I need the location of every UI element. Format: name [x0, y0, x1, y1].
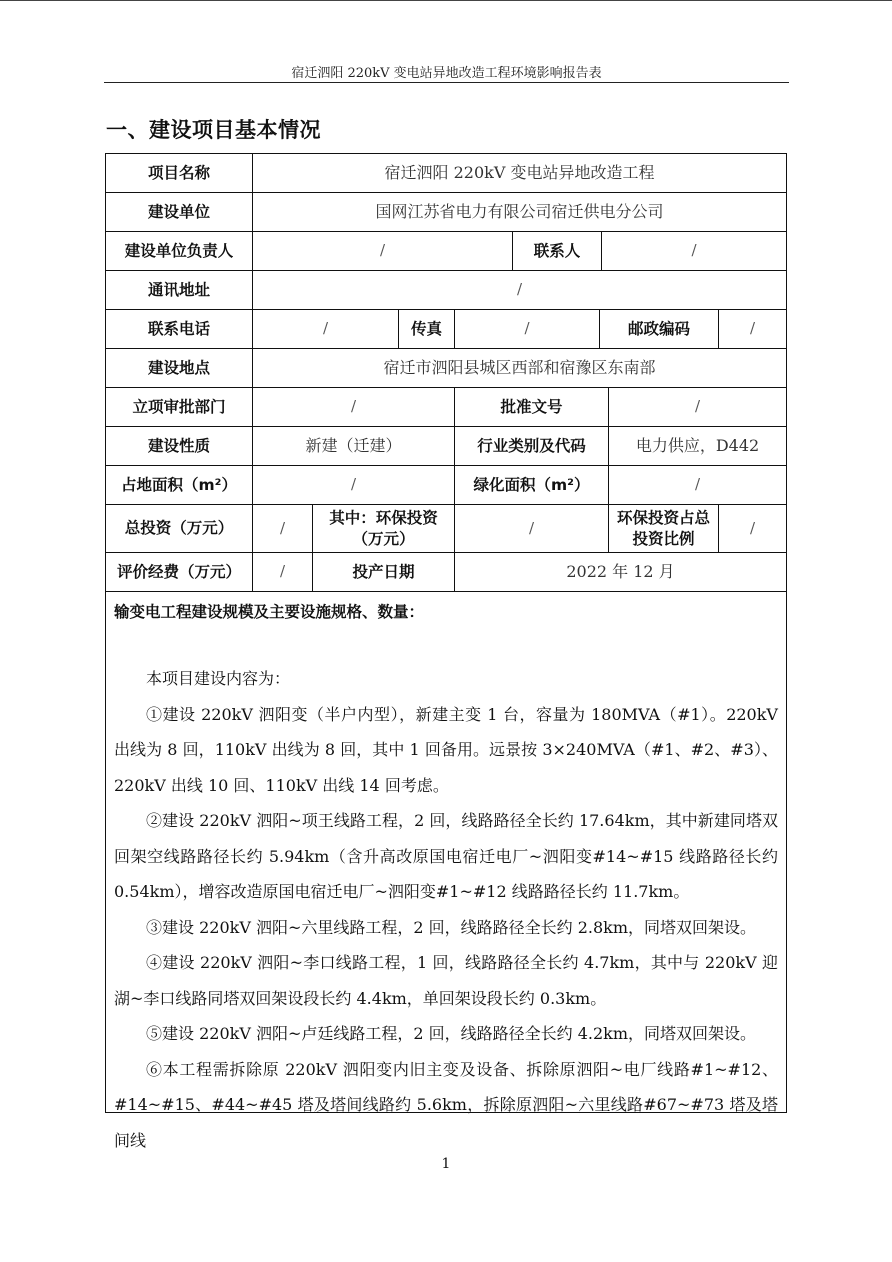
description-intro: 本项目建设内容为： — [146, 669, 291, 688]
production-date-label: 投产日期 — [313, 553, 455, 591]
investment-label: 总投资（万元） — [106, 505, 253, 552]
table-row — [106, 271, 786, 310]
phone-value: / — [253, 310, 399, 348]
postcode-label: 邮政编码 — [600, 310, 719, 348]
green-area-value: / — [694, 475, 701, 494]
table-row — [106, 193, 786, 232]
area-value: / — [253, 466, 455, 504]
production-date-value: 2022 年 12 月 — [566, 561, 675, 581]
description-item-2: ②建设 220kV 泗阳~项王线路工程，2 回，线路路径全长约 17.64km，其中新建同塔双回架空线路路径长约 5.94km（含升高改原国电宿迁电厂~泗阳变#14~#15 线路路径长约 0.54km），增容改造原国电宿迁电厂~泗阳变#1~#12 线路路径长约 11.7km。 — [114, 811, 778, 901]
project-name-label: 项目名称 — [106, 154, 253, 192]
unit-value: 国网江苏省电力有限公司宿迁供电分公司 — [375, 201, 664, 221]
fax-label: 传真 — [399, 310, 455, 348]
approval-dept-value: / — [253, 388, 455, 426]
env-ratio-value: / — [749, 518, 756, 537]
description-item-1: ①建设 220kV 泗阳变（半户内型），新建主变 1 台，容量为 180MVA（#1）。220kV 出线为 8 回，110kV 出线为 8 回，其中 1 回备用。远景按 3×240MVA（#1、#2、#3）、220kV 出线 10 回、110kV 出线 14 回考虑。 — [114, 704, 778, 795]
industry-value: 电力供应，D442 — [635, 435, 760, 455]
table-row — [106, 466, 786, 505]
table-row — [106, 310, 786, 349]
area-label: 占地面积（m²） — [106, 466, 253, 504]
approval-no-value: / — [694, 397, 701, 416]
address-label: 通讯地址 — [106, 271, 253, 309]
location-label: 建设地点 — [106, 349, 253, 387]
construction-description — [106, 592, 786, 1158]
page-top-border — [0, 0, 892, 1]
project-name-value: 宿迁泗阳 220kV 变电站异地改造工程 — [384, 162, 655, 182]
unit-label: 建设单位 — [106, 193, 253, 231]
green-area-label: 绿化面积（m²） — [455, 466, 609, 504]
industry-label: 行业类别及代码 — [455, 427, 609, 465]
contact-label: 联系人 — [513, 232, 602, 270]
table-row — [106, 154, 786, 193]
table-row — [106, 349, 786, 388]
table-row — [106, 232, 786, 271]
project-info-table — [105, 153, 787, 1150]
nature-value: 新建（迁建） — [253, 427, 455, 465]
leader-label: 建设单位负责人 — [106, 232, 253, 270]
description-item-5: ⑤建设 220kV 泗阳~卢廷线路工程，2 回，线路路径全长约 4.2km，同塔双回架设。 — [146, 1024, 757, 1043]
description-item-3: ③建设 220kV 泗阳~六里线路工程，2 回，线路路径全长约 2.8km，同塔双回架设。 — [146, 917, 757, 937]
eval-fee-value: / — [253, 553, 313, 591]
env-invest-label: 其中：环保投资（万元） — [313, 505, 455, 552]
nature-label: 建设性质 — [106, 427, 253, 465]
address-value: / — [516, 280, 523, 299]
approval-dept-label: 立项审批部门 — [106, 388, 253, 426]
env-invest-value: / — [455, 505, 609, 552]
table-row — [106, 427, 786, 466]
location-value: 宿迁市泗阳县城区西部和宿豫区东南部 — [383, 357, 656, 377]
env-ratio-label: 环保投资占总投资比例 — [609, 505, 719, 552]
table-row — [106, 553, 786, 592]
table-row — [106, 505, 786, 553]
contact-value: / — [691, 241, 697, 260]
description-heading: 输变电工程建设规模及主要设施规格、数量： — [114, 603, 425, 621]
postcode-value: / — [749, 319, 756, 338]
phone-label: 联系电话 — [106, 310, 253, 348]
table-row — [106, 388, 786, 427]
running-header: 宿迁泗阳 220kV 变电站异地改造工程环境影响报告表 — [291, 66, 602, 81]
section-title: 一、建设项目基本情况 — [106, 118, 321, 142]
description-item-4: ④建设 220kV 泗阳~李口线路工程，1 回，线路路径全长约 4.7km，其中与 220kV 迎湖~李口线路同塔双回架设段长约 4.4km，单回架设段长约 0.3km。 — [114, 953, 778, 1008]
page-number: 1 — [441, 1156, 451, 1172]
fax-value: / — [455, 310, 600, 348]
header-rule — [104, 82, 789, 83]
leader-value: / — [253, 232, 513, 270]
description-item-6: ⑥本工程需拆除原 220kV 泗阳变内旧主变及设备、拆除原泗阳~电厂线路#1~#12、#14~#15、#44~#45 塔及塔间线路约 5.6km，拆除原泗阳~六里线路#67~#73 塔及塔间线 — [114, 1059, 778, 1150]
eval-fee-label: 评价经费（万元） — [106, 553, 253, 591]
approval-no-label: 批准文号 — [455, 388, 609, 426]
investment-value: / — [253, 505, 313, 552]
